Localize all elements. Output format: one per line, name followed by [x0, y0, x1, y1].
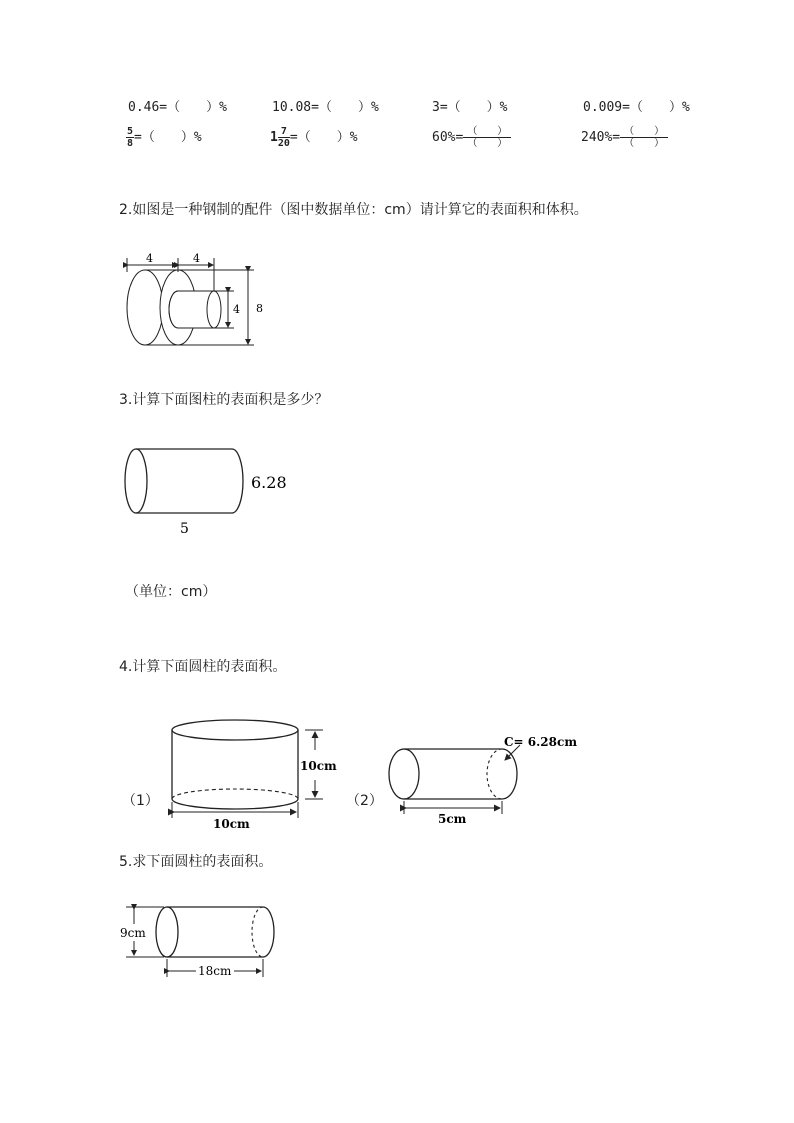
numerator: 5 — [127, 125, 134, 137]
cylinder-figure-3 — [118, 445, 298, 540]
exercise-2d — [581, 126, 668, 149]
label-length: 18cm — [198, 964, 232, 978]
label-diameter: 10cm — [213, 817, 250, 831]
question-3-text: 3.计算下面图柱的表面积是多少？ — [119, 392, 329, 408]
fraction-blank — [463, 126, 511, 149]
label-big-diameter: 8 — [256, 302, 263, 315]
question-5-text: 5.求下面圆柱的表面积。 — [119, 854, 273, 870]
question-4-text: 4.计算下面圆柱的表面积。 — [119, 659, 287, 675]
exercise-2c — [432, 126, 511, 149]
fraction — [278, 127, 290, 149]
label-width-1: 4 — [146, 252, 153, 265]
numerator-blank: （ ） — [620, 126, 668, 138]
numerator-blank: （ ） — [463, 126, 511, 138]
label-height: 10cm — [300, 759, 337, 773]
exercise-1b: 10.08=（ ）% — [272, 100, 379, 115]
exercise-1a: 0.46=（ ）% — [128, 100, 227, 115]
denominator: 8 — [127, 137, 134, 149]
cylinder-figure-4-1 — [165, 718, 345, 833]
label-length: 5cm — [438, 812, 467, 826]
label-diameter: 9cm — [120, 926, 146, 940]
exercise-2b — [270, 126, 358, 149]
answer-blank: =（ ）% — [134, 130, 202, 145]
fraction-blank — [620, 126, 668, 149]
question-2-text: 2.如图是一种钢制的配件（图中数据单位：cm）请计算它的表面积和体积。 — [119, 202, 588, 218]
exercise-1c: 3=（ ）% — [432, 100, 508, 115]
exercise-1d: 0.009=（ ）% — [583, 100, 690, 115]
numerator: 7 — [278, 127, 290, 138]
label-width-2: 4 — [193, 252, 200, 265]
exercise-2a — [126, 126, 202, 149]
label-small-diameter: 4 — [233, 303, 240, 316]
denominator-blank: （ ） — [467, 138, 508, 149]
cylinder-figure-5 — [118, 898, 288, 983]
answer-blank: =（ ）% — [289, 130, 358, 145]
cylinder-figure-4-2 — [382, 730, 577, 830]
fraction — [126, 127, 134, 149]
part-2-tag: （2） — [346, 793, 383, 809]
label-circumference: C= 6.28cm — [504, 735, 577, 749]
percent-value: 240%= — [581, 130, 621, 145]
steel-part-figure — [110, 248, 280, 353]
part-1-tag: （1） — [122, 793, 159, 809]
unit-note: （单位：cm） — [125, 584, 217, 600]
denominator-blank: （ ） — [624, 138, 665, 149]
label-circumference: 6.28 — [251, 473, 287, 492]
whole-number: 1 — [270, 130, 278, 145]
percent-value: 60%= — [432, 130, 464, 145]
label-length: 5 — [180, 521, 189, 537]
denominator: 20 — [277, 137, 290, 149]
